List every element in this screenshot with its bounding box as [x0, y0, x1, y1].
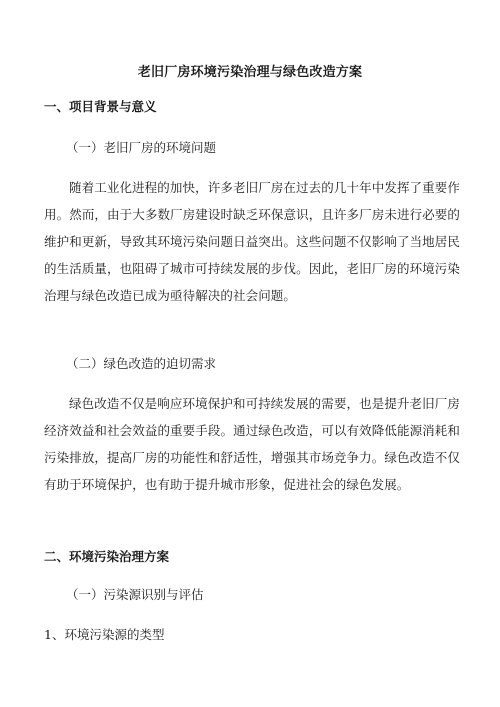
subsection-heading-environment-issues: （一）老旧厂房的环境问题 — [66, 140, 217, 155]
item-heading-pollution-types: 1、环境污染源的类型 — [44, 627, 165, 642]
paragraph-green-renovation: 绿色改造不仅是响应环境保护和可持续发展的需要，也是提升老旧厂房经济效益和社会效益的重要手段。通过绿色改造，可以有效降低能源消耗和污染排放，提高厂房的功能性和舒适性，增强其市场竞争力。绿色改造不仅有助于环境保护，也有助于提升城市形象，促进社会的绿色发展。 — [44, 396, 460, 492]
subsection-heading-pollution-source: （一）污染源识别与评估 — [66, 587, 204, 602]
document-title: 老旧厂房环境污染治理与绿色改造方案 — [137, 65, 363, 80]
section-heading-pollution-treatment: 二、环境污染治理方案 — [44, 549, 170, 564]
paragraph-environment-issues: 随着工业化进程的加快，许多老旧厂房在过去的几十年中发挥了重要作用。然而，由于大多数厂房建设时缺乏环保意识，且许多厂房未进行必要的维护和更新，导致其环境污染问题日益突出。这些问题不仅影响了当地居民的生活质量，也阻碍了城市可持续发展的步伐。因此，老旧厂房的环境污染治理与绿色改造已成为亟待解决的社会问题。 — [44, 180, 460, 303]
section-heading-background: 一、项目背景与意义 — [44, 99, 157, 114]
subsection-heading-green-renovation: （二）绿色改造的迫切需求 — [66, 356, 217, 371]
